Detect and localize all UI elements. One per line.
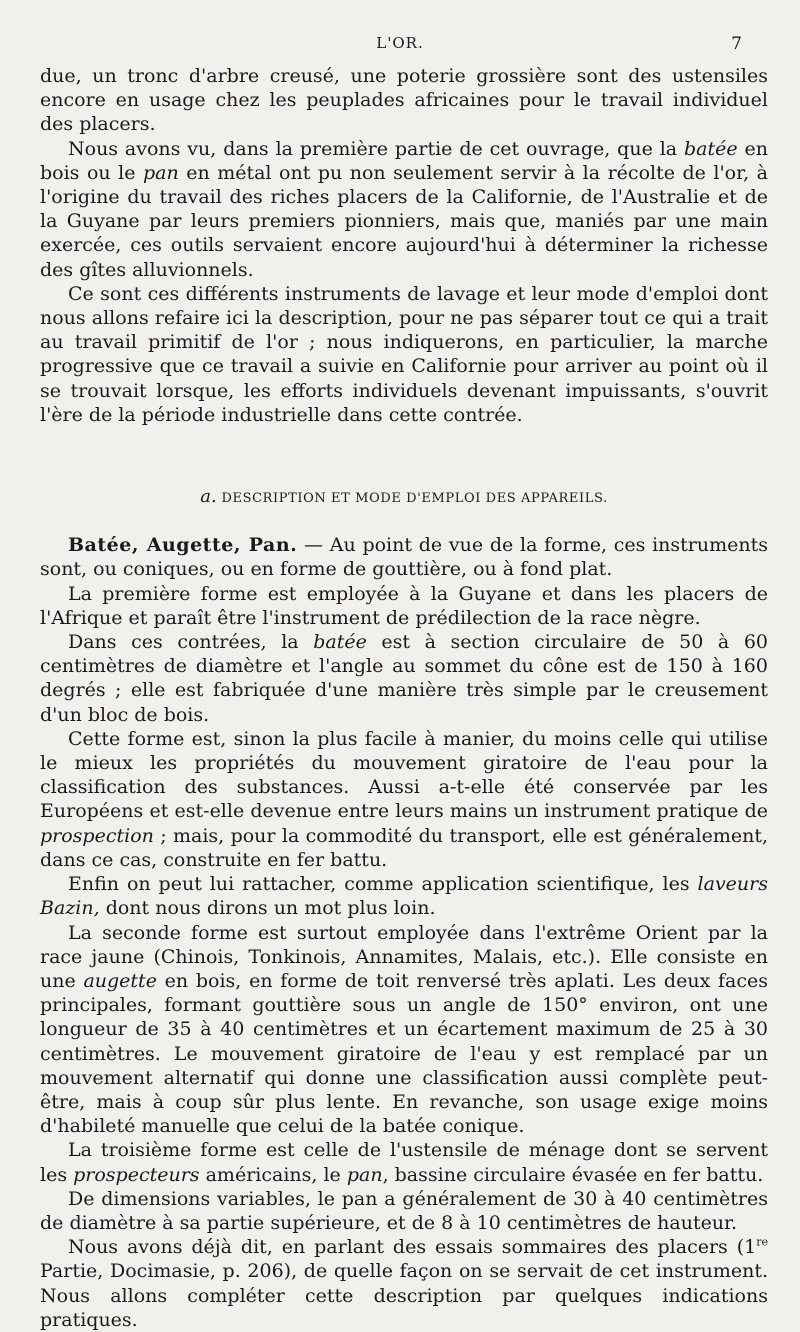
- paragraph-7: Cette forme est, sinon la plus facile à manier, du moins celle qui utilise le mieux les propriétés du mouvement giratoire de l'eau pour la classification des substances. Aussi a-t-elle été conservée par les Européens et est-elle devenue entre leurs mains un instrument pratique de prospection ; mais, pour la commodité du transport, elle est généralement, dans ce cas, construite en fer battu.: [40, 727, 768, 871]
- paragraph-10: La troisième forme est celle de l'ustensile de ménage dont se servent les prospecteurs américains, le pan, bassine circulaire évasée en fer battu.: [40, 1139, 768, 1186]
- paragraph-12: Nous avons déjà dit, en parlant des essais sommaires des placers (1re Partie, Docimasie, p. 206), de quelle façon on se servait de cet instrument. Nous allons compléter cette description par quelques indications pratiques.: [40, 1235, 768, 1331]
- paragraph-4: Batée, Augette, Pan. — Au point de vue de la forme, ces instruments sont, ou coniques, ou en forme de gouttière, ou à fond plat.: [40, 534, 769, 581]
- paragraph-2: Nous avons vu, dans la première partie de cet ouvrage, que la batée en bois ou le pan en métal ont pu non seulement servir à la récolte de l'or, à l'origine du travail des riches placers de la Californie, de l'Australie et de la Guyane par leurs premiers pionniers, mais que, maniés par une main exercée, ces outils servaient encore aujourd'hui à déterminer la richesse des gîtes alluvionnels.: [40, 137, 768, 281]
- paragraph-6: Dans ces contrées, la batée est à section circulaire de 50 à 60 centimètres de diamètre et l'angle au sommet du cône est de 150 à 160 degrés ; elle est fabriquée d'une manière très simple par le creusement d'un bloc de bois.: [40, 631, 769, 726]
- page-number: 7: [731, 34, 742, 54]
- term-laveurs-bazin: laveurs Bazin,: [40, 873, 768, 920]
- body-text: [40, 64, 768, 1332]
- term-batee: batée: [683, 137, 738, 160]
- section-heading: [40, 485, 768, 511]
- term-pan: pan: [346, 1163, 383, 1186]
- term-augette: augette: [83, 969, 157, 992]
- term-prospecteurs: prospecteurs: [73, 1163, 200, 1186]
- running-header: [0, 34, 800, 56]
- paragraph-1: due, un tronc d'arbre creusé, une poterie grossière sont des ustensiles encore en usage chez les peuplades africaines pour le travail individuel des placers.: [40, 65, 768, 136]
- paragraph-11: De dimensions variables, le pan a généralement de 30 à 40 centimètres de diamètre à sa partie supérieure, et de 8 à 10 centimètres de hauteur.: [40, 1187, 768, 1234]
- term-pan: pan: [142, 161, 179, 184]
- term-batee: batée: [313, 631, 367, 654]
- paragraph-5: La première forme est employée à la Guyane et dans les placers de l'Afrique et paraît être l'instrument de prédilection de la race nègre.: [40, 582, 768, 629]
- section-letter: a.: [200, 486, 217, 508]
- section-title: DESCRIPTION ET MODE D'EMPLOI DES APPAREILS.: [221, 491, 608, 507]
- ordinal-superscript: re: [756, 1235, 768, 1249]
- paragraph-8: Enfin on peut lui rattacher, comme application scientifique, les laveurs Bazin, dont nous dirons un mot plus loin.: [40, 873, 768, 920]
- run-in-heading: Batée, Augette, Pan.: [68, 534, 298, 557]
- running-title: L'OR.: [376, 34, 424, 52]
- paragraph-3: Ce sont ces différents instruments de lavage et leur mode d'emploi dont nous allons refaire ici la description, pour ne pas séparer tout ce qui a trait au travail primitif de l'or ; nous indiquerons, en particulier, la marche progressive que ce travail a suivie en Californie pour arriver au point où il se trouvait lorsque, les efforts individuels devenant impuissants, s'ouvrit l'ère de la période industrielle dans cette contrée.: [40, 282, 768, 426]
- term-prospection: prospection: [40, 824, 154, 847]
- paragraph-9: La seconde forme est surtout employée dans l'extrême Orient par la race jaune (Chinois, Tonkinois, Annamites, Malais, etc.). Elle consiste en une augette en bois, en forme de toit renversé très aplati. Les deux faces principales, formant gouttière sous un angle de 150° environ, ont une longueur de 35 à 40 centimètres et un écartement maximum de 25 à 30 centimètres. Le mouvement giratoire de l'eau y est remplacé par un mouvement alternatif qui donne une classification aussi complète peut-être, mais à coup sûr plus lente. En revanche, son usage exige moins d'habileté manuelle que celui de la batée conique.: [40, 921, 769, 1138]
